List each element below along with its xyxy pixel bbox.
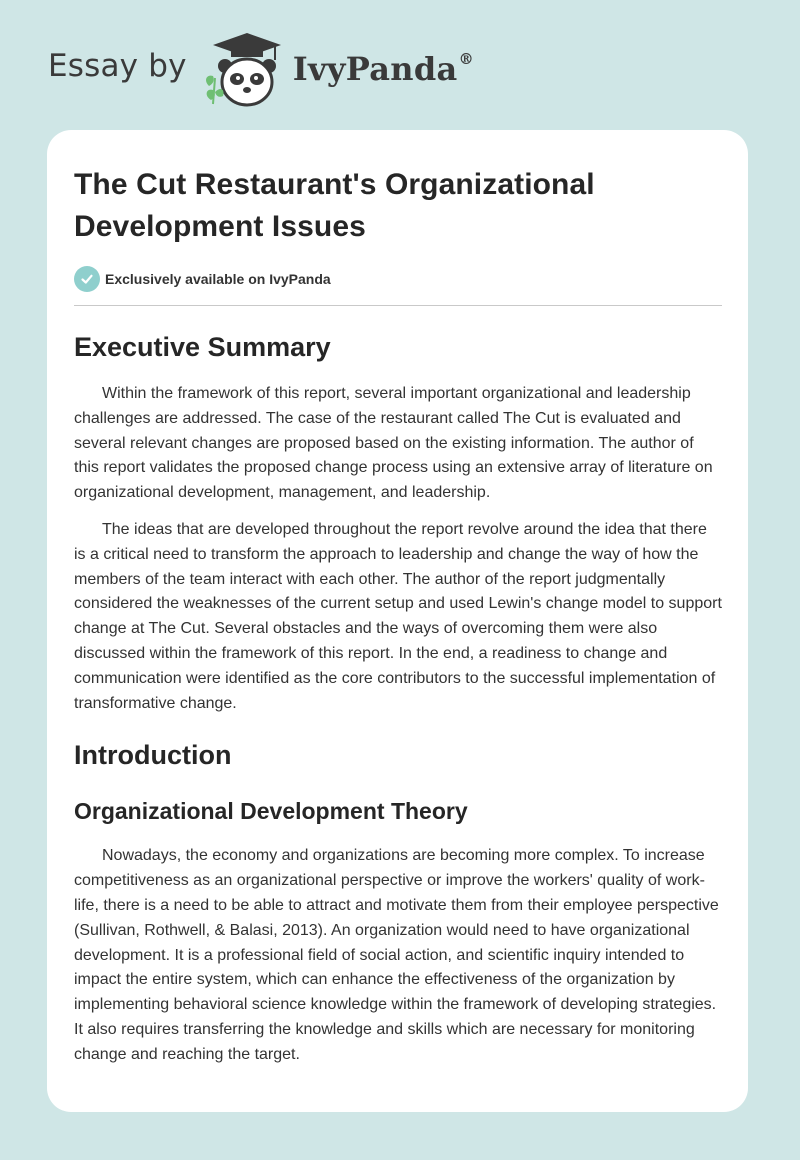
section-heading-executive-summary: Executive Summary — [74, 332, 331, 362]
panda-graduate-logo-icon[interactable] — [201, 30, 291, 110]
check-icon — [74, 266, 100, 292]
paragraph: Nowadays, the economy and organizations are becoming more complex. To increase competitiveness as an organizational perspective or improve the workers' quality of work-life, there is a need to be able to attract and motivate them from their employee perspective (Sullivan, Rothwell, & Balasi, 2013). An organization would need to have organizational development. It is a professional field of social action, and scientific inquiry intended to impact the entire system, which can enhance the effectiveness of the organization by implementing behavioral science knowledge within the framework of developing strategies. It also requires transferring the knowledge and skills which are necessary for monitoring change and reaching the target. — [74, 847, 719, 1063]
site-header — [48, 30, 474, 110]
brand-name[interactable]: IvyPanda® — [292, 50, 474, 88]
section-heading-introduction: Introduction — [74, 740, 232, 771]
exclusive-badge-label: Exclusively available on IvyPanda — [105, 271, 331, 287]
page-title: The Cut Restaurant's Organizational Development Issues — [74, 168, 595, 243]
exclusive-badge — [74, 265, 722, 293]
divider — [74, 305, 722, 306]
essay-card — [47, 130, 748, 1112]
paragraph: The ideas that are developed throughout the report revolve around the idea that there is a critical need to transform the approach to leadership and change the way of how the members of the team interact with each other. The author of the report judgmentally considered the weaknesses of the current setup and used Lewin's change model to support change at The Cut. Several obstacles and the ways of overcoming them were also discussed within the framework of this report. In the end, a readiness to change and communication were identified as the core contributors to the successful implementation of transformative change. — [74, 520, 722, 712]
paragraph: Within the framework of this report, several important organizational and leadership challenges are addressed. The case of the restaurant called The Cut is evaluated and several relevant changes are proposed based on the existing information. The author of this report validates the proposed change process using an extensive array of literature on organizational development, management, and leadership. — [74, 385, 713, 502]
registered-mark: ® — [458, 50, 474, 68]
essay-by-label: Essay by — [48, 48, 187, 84]
subheading-organizational-development-theory: Organizational Development Theory — [74, 798, 468, 825]
